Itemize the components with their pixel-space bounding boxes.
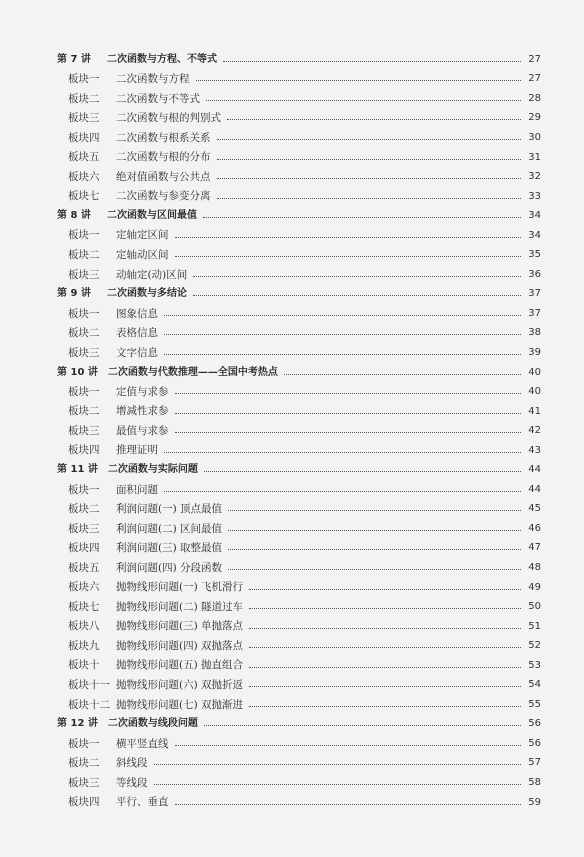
page-number: 34: [528, 229, 541, 241]
toc-section-row: [57, 402, 541, 422]
dot-leader: [175, 431, 522, 433]
page-number: 56: [528, 718, 541, 730]
toc-section-row: [57, 617, 541, 637]
toc-section-row: [57, 304, 541, 324]
toc-section-row: [57, 226, 541, 246]
chapter-label: 第 10 讲: [57, 366, 98, 378]
toc-section-row: [57, 148, 541, 168]
toc-section-row: [57, 343, 541, 363]
section-title: 二次函数与根系关系: [116, 131, 211, 144]
dot-leader: [228, 509, 521, 511]
toc-section-row: [57, 656, 541, 676]
toc-chapter-row: [57, 50, 541, 70]
toc-section-row: [57, 382, 541, 402]
page-number: 39: [528, 346, 541, 358]
section-label: 板块四: [68, 542, 100, 555]
toc-chapter-row: [57, 206, 541, 226]
dot-leader: [228, 529, 521, 531]
toc-section-row: [57, 676, 541, 696]
toc-chapter-row: [57, 460, 541, 480]
section-label: 板块十二: [68, 698, 110, 711]
section-title: 抛物线形问题(七) 双抛渐进: [116, 698, 244, 711]
dot-leader: [249, 627, 521, 629]
section-label: 板块七: [68, 600, 100, 613]
section-title: 利润问题(三) 取整最值: [116, 542, 223, 555]
section-title: 利润问题(二) 区间最值: [116, 522, 223, 535]
dot-leader: [175, 255, 522, 257]
page-number: 27: [528, 73, 541, 85]
dot-leader: [154, 783, 522, 785]
chapter-label: 第 12 讲: [57, 718, 98, 730]
section-label: 板块三: [68, 346, 100, 359]
section-label: 板块二: [68, 503, 100, 516]
page-number: 41: [528, 405, 541, 417]
dot-leader: [203, 216, 521, 218]
section-title: 定轴定区间: [116, 229, 169, 242]
toc-section-row: [57, 128, 541, 148]
page-number: 40: [528, 386, 541, 398]
section-title: 抛物线形问题(一) 飞机滑行: [116, 581, 244, 594]
section-title: 表格信息: [116, 327, 158, 340]
dot-leader: [249, 685, 521, 687]
section-label: 板块三: [68, 522, 100, 535]
toc-section-row: [57, 539, 541, 559]
section-title: 动轴定(动)区间: [116, 268, 188, 281]
page-number: 55: [528, 698, 541, 710]
toc-section-row: [57, 500, 541, 520]
chapter-title: 二次函数与方程、不等式: [107, 53, 217, 65]
toc-section-row: [57, 578, 541, 598]
page-number: 31: [528, 151, 541, 163]
section-label: 板块一: [68, 73, 100, 86]
chapter-title: 二次函数与区间最值: [107, 210, 197, 222]
page-number: 57: [528, 757, 541, 769]
section-label: 板块二: [68, 327, 100, 340]
section-title: 二次函数与不等式: [116, 92, 200, 105]
page-number: 44: [528, 483, 541, 495]
section-label: 板块六: [68, 581, 100, 594]
section-label: 板块三: [68, 424, 100, 437]
section-title: 利润问题(一) 顶点最值: [116, 503, 223, 516]
section-title: 抛物线形问题(四) 双抛落点: [116, 639, 244, 652]
toc-section-row: [57, 421, 541, 441]
dot-leader: [249, 607, 521, 609]
dot-leader: [164, 333, 521, 335]
dot-leader: [193, 294, 521, 296]
dot-leader: [217, 158, 522, 160]
page-number: 30: [528, 131, 541, 143]
section-label: 板块一: [68, 307, 100, 320]
toc-section-row: [57, 597, 541, 617]
section-title: 定轴动区间: [116, 248, 169, 261]
section-title: 最值与求参: [116, 424, 169, 437]
page-number: 44: [528, 464, 541, 476]
page-number: 27: [528, 53, 541, 65]
toc-chapter-row: [57, 363, 541, 383]
toc-section-row: [57, 480, 541, 500]
toc-chapter-row: [57, 285, 541, 305]
section-title: 绝对值函数与公共点: [116, 170, 211, 183]
section-title: 增减性求参: [116, 405, 169, 418]
toc-section-row: [57, 245, 541, 265]
toc-chapter-row: [57, 715, 541, 735]
page-number: 46: [528, 522, 541, 534]
toc-section-row: [57, 558, 541, 578]
section-title: 图象信息: [116, 307, 158, 320]
section-label: 板块三: [68, 268, 100, 281]
page-number: 59: [528, 796, 541, 808]
section-label: 板块四: [68, 444, 100, 457]
page-number: 29: [528, 112, 541, 124]
dot-leader: [175, 744, 522, 746]
dot-leader: [249, 588, 521, 590]
section-title: 抛物线形问题(五) 抛直组合: [116, 659, 244, 672]
section-label: 板块九: [68, 639, 100, 652]
dot-leader: [249, 646, 521, 648]
dot-leader: [227, 118, 521, 120]
section-title: 面积问题: [116, 483, 158, 496]
section-title: 推理证明: [116, 444, 158, 457]
dot-leader: [196, 79, 522, 81]
chapter-label: 第 9 讲: [57, 288, 91, 300]
page-number: 42: [528, 425, 541, 437]
page-number: 45: [528, 503, 541, 515]
page-number: 43: [528, 444, 541, 456]
page-number: 40: [528, 366, 541, 378]
dot-leader: [175, 236, 522, 238]
section-title: 二次函数与方程: [116, 73, 190, 86]
dot-leader: [284, 373, 521, 375]
section-label: 板块一: [68, 737, 100, 750]
section-title: 平行、垂直: [116, 796, 169, 809]
section-title: 定值与求参: [116, 385, 169, 398]
section-label: 板块六: [68, 170, 100, 183]
section-title: 横平竖直线: [116, 737, 169, 750]
table-of-contents: [57, 50, 541, 812]
toc-section-row: [57, 265, 541, 285]
page-number: 51: [528, 620, 541, 632]
section-title: 利润问题(四) 分段函数: [116, 561, 223, 574]
section-label: 板块一: [68, 229, 100, 242]
dot-leader: [164, 451, 521, 453]
chapter-label: 第 8 讲: [57, 210, 91, 222]
page-number: 38: [528, 327, 541, 339]
dot-leader: [217, 138, 522, 140]
section-label: 板块二: [68, 248, 100, 261]
section-title: 二次函数与根的分布: [116, 151, 211, 164]
page-number: 28: [528, 92, 541, 104]
dot-leader: [204, 724, 521, 726]
section-title: 抛物线形问题(六) 双抛折返: [116, 679, 244, 692]
dot-leader: [228, 568, 521, 570]
chapter-label: 第 11 讲: [57, 464, 98, 476]
section-label: 板块四: [68, 131, 100, 144]
toc-section-row: [57, 793, 541, 813]
dot-leader: [217, 197, 522, 199]
dot-leader: [154, 763, 522, 765]
dot-leader: [164, 314, 521, 316]
page-number: 37: [528, 288, 541, 300]
section-label: 板块五: [68, 561, 100, 574]
section-label: 板块二: [68, 405, 100, 418]
dot-leader: [164, 490, 521, 492]
section-label: 板块二: [68, 757, 100, 770]
page-number: 35: [528, 249, 541, 261]
section-title: 二次函数与根的判别式: [116, 112, 221, 125]
section-title: 二次函数与参变分离: [116, 190, 211, 203]
chapter-title: 二次函数与代数推理——全国中考热点: [107, 366, 278, 378]
page-number: 50: [528, 601, 541, 613]
toc-section-row: [57, 773, 541, 793]
dot-leader: [175, 392, 522, 394]
toc-section-row: [57, 754, 541, 774]
section-label: 板块十一: [68, 679, 110, 692]
chapter-title: 二次函数与线段问题: [107, 718, 198, 730]
chapter-title: 二次函数与多结论: [107, 288, 187, 300]
toc-section-row: [57, 324, 541, 344]
toc-section-row: [57, 636, 541, 656]
dot-leader: [217, 177, 522, 179]
toc-section-row: [57, 167, 541, 187]
section-label: 板块十: [68, 659, 100, 672]
page-number: 56: [528, 737, 541, 749]
page-number: 48: [528, 561, 541, 573]
section-label: 板块三: [68, 776, 100, 789]
dot-leader: [175, 803, 522, 805]
toc-section-row: [57, 109, 541, 129]
page-number: 32: [528, 171, 541, 183]
page-number: 49: [528, 581, 541, 593]
section-label: 板块三: [68, 112, 100, 125]
toc-section-row: [57, 695, 541, 715]
dot-leader: [228, 548, 521, 550]
section-label: 板块七: [68, 190, 100, 203]
section-label: 板块四: [68, 796, 100, 809]
dot-leader: [164, 353, 521, 355]
section-label: 板块一: [68, 385, 100, 398]
section-title: 抛物线形问题(二) 隧道过车: [116, 600, 244, 613]
section-label: 板块二: [68, 92, 100, 105]
section-title: 文字信息: [116, 346, 158, 359]
toc-section-row: [57, 441, 541, 461]
page-number: 36: [528, 268, 541, 280]
dot-leader: [249, 705, 521, 707]
section-title: 斜线段: [116, 757, 148, 770]
chapter-title: 二次函数与实际问题: [107, 464, 198, 476]
page-number: 34: [528, 210, 541, 222]
page-number: 33: [528, 190, 541, 202]
dot-leader: [175, 412, 522, 414]
page-number: 37: [528, 307, 541, 319]
chapter-label: 第 7 讲: [57, 53, 91, 65]
toc-section-row: [57, 519, 541, 539]
section-label: 板块五: [68, 151, 100, 164]
page-number: 52: [528, 640, 541, 652]
page-number: 47: [528, 542, 541, 554]
toc-section-row: [57, 187, 541, 207]
section-label: 板块八: [68, 620, 100, 633]
dot-leader: [249, 666, 521, 668]
dot-leader: [206, 99, 521, 101]
toc-section-row: [57, 70, 541, 90]
page-number: 58: [528, 777, 541, 788]
page-number: 54: [528, 679, 541, 691]
page-number: 53: [528, 659, 541, 671]
toc-section-row: [57, 734, 541, 754]
toc-section-row: [57, 89, 541, 109]
section-label: 板块一: [68, 483, 100, 496]
dot-leader: [193, 275, 521, 277]
dot-leader: [223, 60, 521, 62]
dot-leader: [204, 470, 521, 472]
section-title: 等线段: [116, 776, 148, 789]
section-title: 抛物线形问题(三) 单抛落点: [116, 620, 244, 633]
